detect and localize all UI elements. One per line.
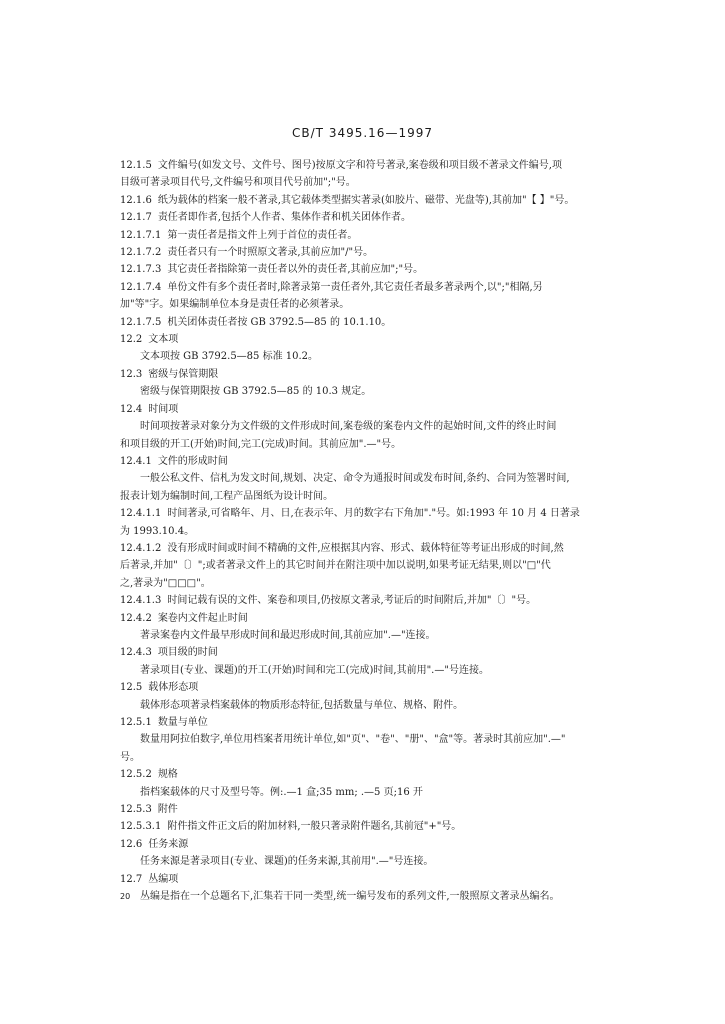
clause-text: 单份文件有多个责任者时,除著录第一责任者外,其它责任者最多著录两个,以";"相隔,另 — [167, 281, 543, 293]
clause-text: 密级与保管期限按 GB 3792.5—85 的 10.3 规定。 — [140, 386, 372, 398]
text-line — [120, 418, 590, 435]
clause-text: 文件的形成时间 — [157, 455, 228, 467]
text-line — [120, 749, 590, 766]
clause-text: 丛编项 — [148, 873, 179, 885]
clause-number: 12.6 — [120, 838, 143, 850]
clause-text: 后著录,并加"〔〕";或者著录文件上的其它时间并在附注项中加以说明,如果考证无结果,则以"□"代 — [120, 560, 551, 572]
clause-text: 任务来源是著录项目(专业、课题)的任务来源,其前用".—"号连接。 — [140, 856, 434, 868]
clause-number: 12.1.7.4 — [120, 281, 162, 293]
clause-text: 为 1993.10.4。 — [120, 525, 195, 537]
text-line — [120, 505, 590, 522]
text-line — [120, 644, 590, 661]
clause-number: 12.1.7.5 — [120, 316, 162, 328]
text-line — [120, 575, 590, 592]
clause-text: 项目级的时间 — [157, 647, 218, 659]
clause-number: 12.1.7 — [120, 212, 152, 224]
clause-text: 责任者只有一个时照原文著录,其前应加"/"号。 — [167, 247, 374, 259]
text-line — [120, 453, 590, 470]
text-line — [120, 261, 590, 278]
clause-text: 没有形成时间或时间不精确的文件,应根据其内容、形式、载体特征等考证出形成的时间,然 — [167, 542, 564, 554]
text-line — [120, 523, 590, 540]
text-line — [120, 314, 590, 331]
clause-text: 机关团体责任者按 GB 3792.5—85 的 10.1.10。 — [167, 316, 392, 328]
clause-text: 一般公私文件、信札为发文时间,规划、决定、命令为通报时间或发布时间,条约、合同为签署时间, — [140, 473, 570, 485]
text-line — [120, 157, 590, 174]
text-line — [120, 871, 590, 888]
clause-text: 载体形态项 — [148, 682, 199, 694]
text-line — [120, 488, 590, 505]
clause-text: 密级与保管期限 — [148, 368, 219, 380]
text-line — [120, 662, 590, 679]
clause-text: 案卷内文件起止时间 — [157, 612, 248, 624]
standard-code-header: CB/T 3495.16—1997 — [292, 126, 433, 140]
clause-text: 时间著录,可省略年、月、日,在表示年、月的数字右下角加"."号。如:1993 年 10 月 4 日著录 — [167, 508, 580, 520]
clause-text: 附件指文件正文后的附加材料,一般只著录附件题名,其前冠"+"号。 — [167, 821, 462, 833]
text-line — [120, 714, 590, 731]
clause-text: 文本项 — [148, 334, 179, 346]
clause-text: 和项目级的开工(开始)时间,完工(完成)时间。其前应加".—"号。 — [120, 438, 402, 450]
text-line — [120, 192, 590, 209]
clause-number: 12.4.3 — [120, 647, 152, 659]
text-line — [120, 697, 590, 714]
clause-number: 12.5.3.1 — [120, 821, 162, 833]
clause-text: 载体形态项著录档案载体的物质形态特征,包括数量与单位、规格、附件。 — [140, 699, 464, 711]
text-line — [120, 610, 590, 627]
text-line — [120, 331, 590, 348]
clause-text: 文本项按 GB 3792.5—85 标准 10.2。 — [140, 351, 319, 363]
clause-text: 报表计划为编制时间,工程产品图纸为设计时间。 — [120, 490, 334, 502]
text-line — [120, 679, 590, 696]
page-number: 20 — [120, 892, 131, 901]
text-line — [120, 401, 590, 418]
text-line — [120, 244, 590, 261]
text-line — [120, 209, 590, 226]
clause-number: 12.3 — [120, 368, 143, 380]
clause-text: 任务来源 — [148, 838, 189, 850]
clause-number: 12.2 — [120, 334, 143, 346]
text-line — [120, 801, 590, 818]
clause-text: 指档案载体的尺寸及型号等。例:.—1 盒;35 mm; .—5 页;16 开 — [140, 786, 423, 798]
clause-number: 12.1.5 — [120, 160, 152, 171]
clause-text: 之,著录为"□□□"。 — [120, 577, 211, 589]
clause-text: 纸为载体的档案一般不著录,其它载体类型据实著录(如胶片、磁带、光盘等),其前加"【 】"号。 — [157, 194, 575, 206]
text-line — [120, 227, 590, 244]
clause-number: 12.1.7.2 — [120, 247, 162, 259]
clause-number: 12.5 — [120, 682, 143, 694]
clause-number: 12.4.1.1 — [120, 508, 162, 520]
clause-number: 12.5.3 — [120, 804, 152, 816]
text-line — [120, 366, 590, 383]
clause-text: 责任者即作者,包括个人作者、集体作者和机关团体作者。 — [157, 212, 411, 224]
text-line — [120, 540, 590, 557]
text-line — [120, 818, 590, 835]
clause-text: 著录项目(专业、课题)的开工(开始)时间和完工(完成)时间,其前用".—"号连接。 — [140, 664, 489, 676]
text-line — [120, 174, 590, 191]
clause-number: 12.5.2 — [120, 769, 152, 781]
text-line — [120, 731, 590, 748]
clause-text: 丛编是指在一个总题名下,汇集若干同一类型,统一编号发布的系列文件,一般照原文著录丛编名。 — [140, 891, 560, 903]
clause-text: 附件 — [157, 804, 178, 816]
text-line — [120, 766, 590, 783]
text-line — [120, 592, 590, 609]
text-line — [120, 383, 590, 400]
clause-text: 第一责任者是指文件上列于首位的责任者。 — [167, 229, 358, 241]
text-line — [120, 784, 590, 801]
clause-number: 12.1.6 — [120, 194, 152, 206]
clause-text: 时间项按著录对象分为文件级的文件形成时间,案卷级的案卷内文件的起始时间,文件的终止时间 — [140, 421, 557, 433]
clause-number: 12.4.1.3 — [120, 595, 162, 607]
clause-text: 号。 — [120, 751, 140, 763]
clause-text: 著录案卷内文件最早形成时间和最迟形成时间,其前应加".—"连接。 — [140, 629, 436, 641]
clause-number: 12.4.2 — [120, 612, 152, 624]
clause-text: 文件编号(如发文号、文件号、图号)按原文字和符号著录,案卷级和项目级不著录文件编号,项 — [157, 160, 562, 171]
text-line — [120, 627, 590, 644]
clause-text: 数量与单位 — [157, 717, 208, 728]
clause-text: 加"等"字。如果编制单位本身是责任者的必须著录。 — [120, 299, 350, 311]
clause-text: 规格 — [157, 769, 178, 781]
clause-number: 12.4.1.2 — [120, 542, 162, 554]
clause-number: 12.1.7.1 — [120, 229, 162, 241]
text-line — [120, 296, 590, 313]
text-line — [120, 836, 590, 853]
clause-text: 目级可著录项目代号,文件编号和项目代号前加";"号。 — [120, 177, 356, 189]
clause-text: 数量用阿拉伯数字,单位用档案者用统计单位,如"页"、"卷"、"册"、"盒"等。著录时其前应加".—" — [140, 734, 566, 746]
clause-text: 时间记载有误的文件、案卷和项目,仍按原文著录,考证后的时间附后,并加"〔〕"号。 — [167, 595, 537, 607]
clause-text: 其它责任者指除第一责任者以外的责任者,其前应加";"号。 — [167, 264, 424, 276]
text-line — [120, 470, 590, 487]
clause-number: 12.7 — [120, 873, 143, 885]
clause-number: 12.4 — [120, 403, 143, 415]
document-body — [120, 157, 590, 905]
text-line — [120, 279, 590, 296]
text-line — [120, 557, 590, 574]
text-line — [120, 436, 590, 453]
clause-number: 12.5.1 — [120, 717, 152, 728]
text-line — [120, 348, 590, 365]
clause-text: 时间项 — [148, 403, 179, 415]
text-line — [120, 888, 590, 905]
clause-number: 12.4.1 — [120, 455, 152, 467]
clause-number: 12.1.7.3 — [120, 264, 162, 276]
text-line — [120, 853, 590, 870]
